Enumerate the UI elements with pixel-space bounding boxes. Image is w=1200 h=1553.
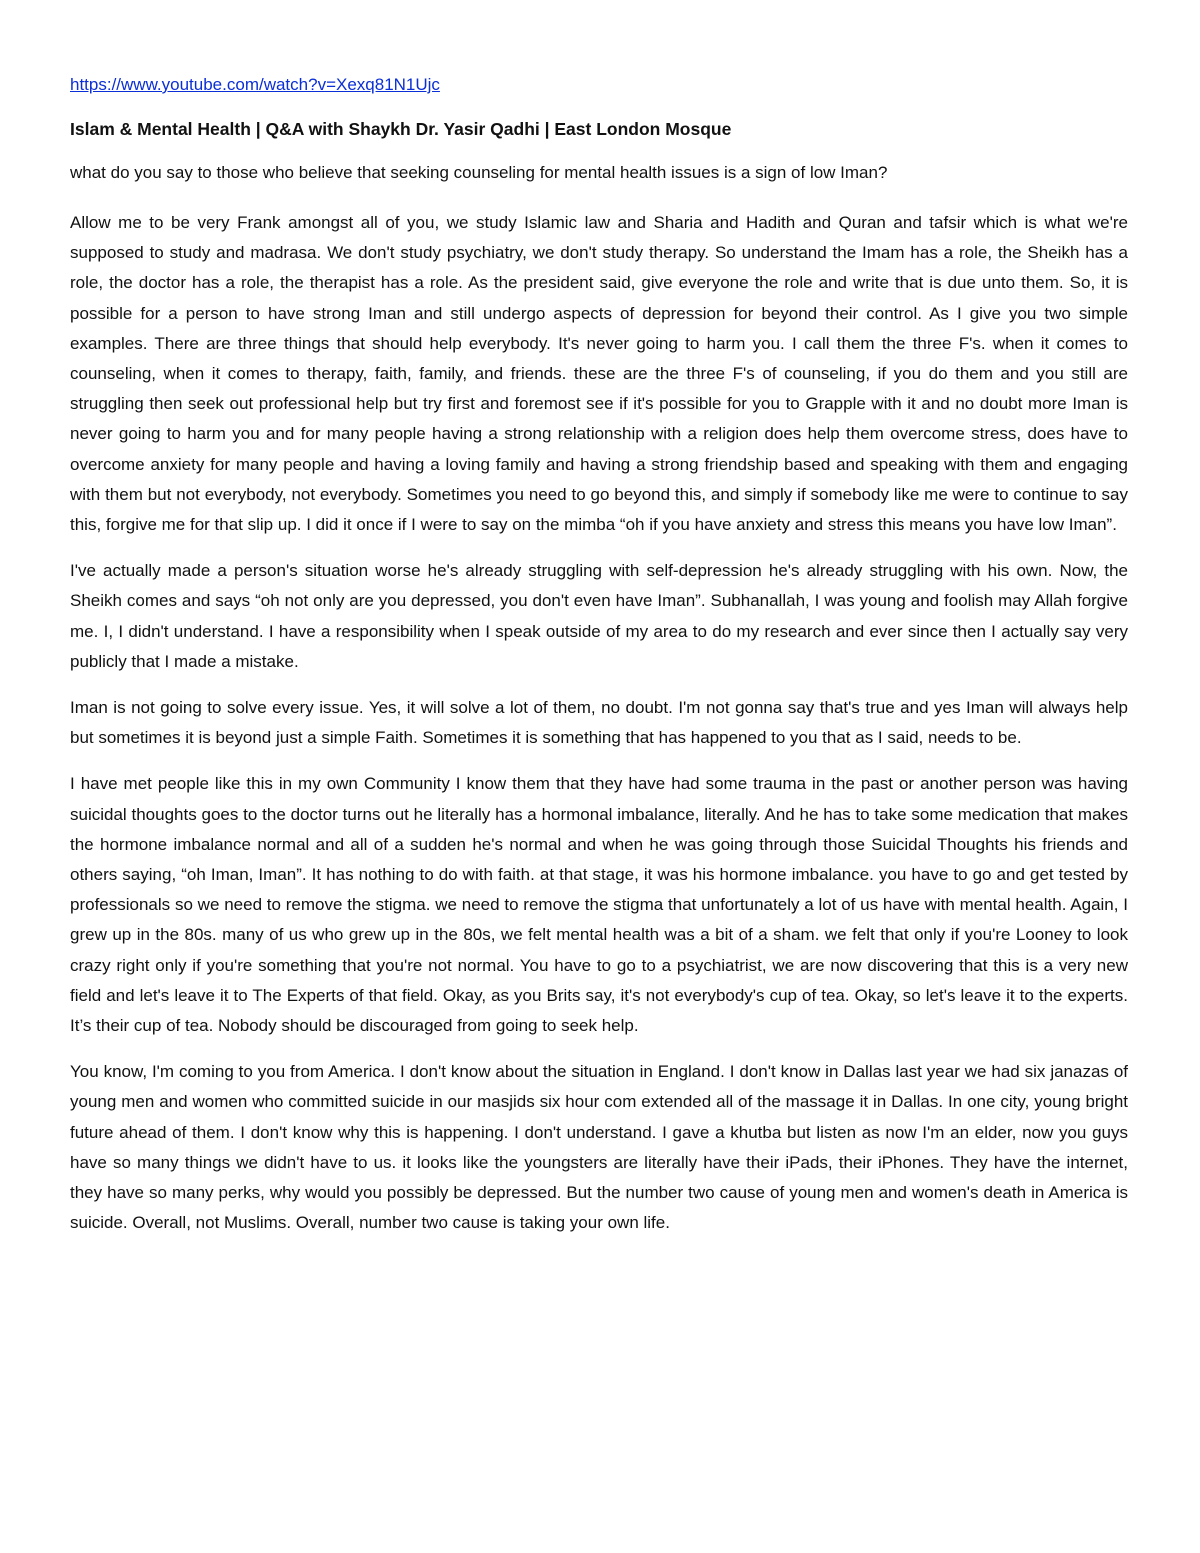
paragraph-1: Allow me to be very Frank amongst all of you, we study Islamic law and Sharia and Hadith and Quran and tafsir which is what we're supposed to study and madrasa. We don't study psychiatry, we don't study therapy. So understand the Imam has a role, the Sheikh has a role, the doctor has a role, the therapist has a role. As the president said, give everyone the role and write that is due unto them. So, it is possible for a person to have strong Iman and still undergo aspects of depression for beyond their control. As I give you two simple examples. There are three things that should help everybody. It's never going to harm you. I call them the three F's. when it comes to counseling, when it comes to therapy, faith, family, and friends. these are the three F's of counseling, if you do them and you still are struggling then seek out professional help but try first and foremost see if it's possible for you to Grapple with it and no doubt more Iman is never going to harm you and for many people having a strong relationship with a religion does help them overcome stress, does have to overcome anxiety for many people and having a loving family and having a strong friendship based and speaking with them and engaging with them but not everybody, not everybody. Sometimes you need to go beyond this, and simply if somebody like me were to continue to say this, forgive me for that slip up. I did it once if I were to say on the mimba “oh if you have anxiety and stress this means you have low Iman”.: [70, 213, 1128, 535]
paragraph-3: Iman is not going to solve every issue. Yes, it will solve a lot of them, no doubt. I'm not gonna say that's true and yes Iman will always help but sometimes it is beyond just a simple Faith. Sometimes it is something that has happened to you that as I said, needs to be.: [70, 698, 1128, 748]
document-page: [70, 72, 1128, 1255]
question-text: what do you say to those who believe that seeking counseling for mental health issues is a sign of low Iman?: [70, 163, 888, 182]
paragraph-2: I've actually made a person's situation worse he's already struggling with self-depression he's already struggling with his own. Now, the Sheikh comes and says “oh not only are you depressed, you don't even have Iman”. Subhanallah, I was young and foolish may Allah forgive me. I, I didn't understand. I have a responsibility when I speak outside of my area to do my research and ever since then I actually say very publicly that I made a mistake.: [70, 561, 1128, 671]
paragraph-5: You know, I'm coming to you from America. I don't know about the situation in England. I don't know in Dallas last year we had six janazas of young men and women who committed suicide in our masjids six hour com extended all of the massage it in Dallas. In one city, young bright future ahead of them. I don't know why this is happening. I don't understand. I gave a khutba but listen as now I'm an elder, now you guys have so many things we didn't have to us. it looks like the youngsters are literally have their iPads, their iPhones. They have the internet, they have so many perks, why would you possibly be depressed. But the number two cause of young men and women's death in America is suicide. Overall, not Muslims. Overall, number two cause is taking your own life.: [70, 1062, 1128, 1233]
document-title: Islam & Mental Health | Q&A with Shaykh Dr. Yasir Qadhi | East London Mosque: [70, 119, 732, 139]
paragraph-4: I have met people like this in my own Community I know them that they have had some trauma in the past or another person was having suicidal thoughts goes to the doctor turns out he literally has a hormonal imbalance, literally. And he has to take some medication that makes the hormone imbalance normal and all of a sudden he's normal and when he was going through those Suicidal Thoughts his friends and others saying, “oh Iman, Iman”. It has nothing to do with faith. at that stage, it was his hormone imbalance. you have to go and get tested by professionals so we need to remove the stigma. we need to remove the stigma that unfortunately a lot of us have with mental health. Again, I grew up in the 80s. many of us who grew up in the 80s, we felt mental health was a bit of a sham. we felt that only if you're Looney to look crazy right only if you're something that you're not normal. You have to go to a psychiatrist, we are now discovering that this is a very new field and let's leave it to The Experts of that field. Okay, as you Brits say, it's not everybody's cup of tea. Okay, so let's leave it to the experts. It’s their cup of tea. Nobody should be discouraged from going to seek help.: [70, 774, 1128, 1036]
youtube-link[interactable]: https://www.youtube.com/watch?v=Xexq81N1Ujc: [70, 75, 440, 94]
